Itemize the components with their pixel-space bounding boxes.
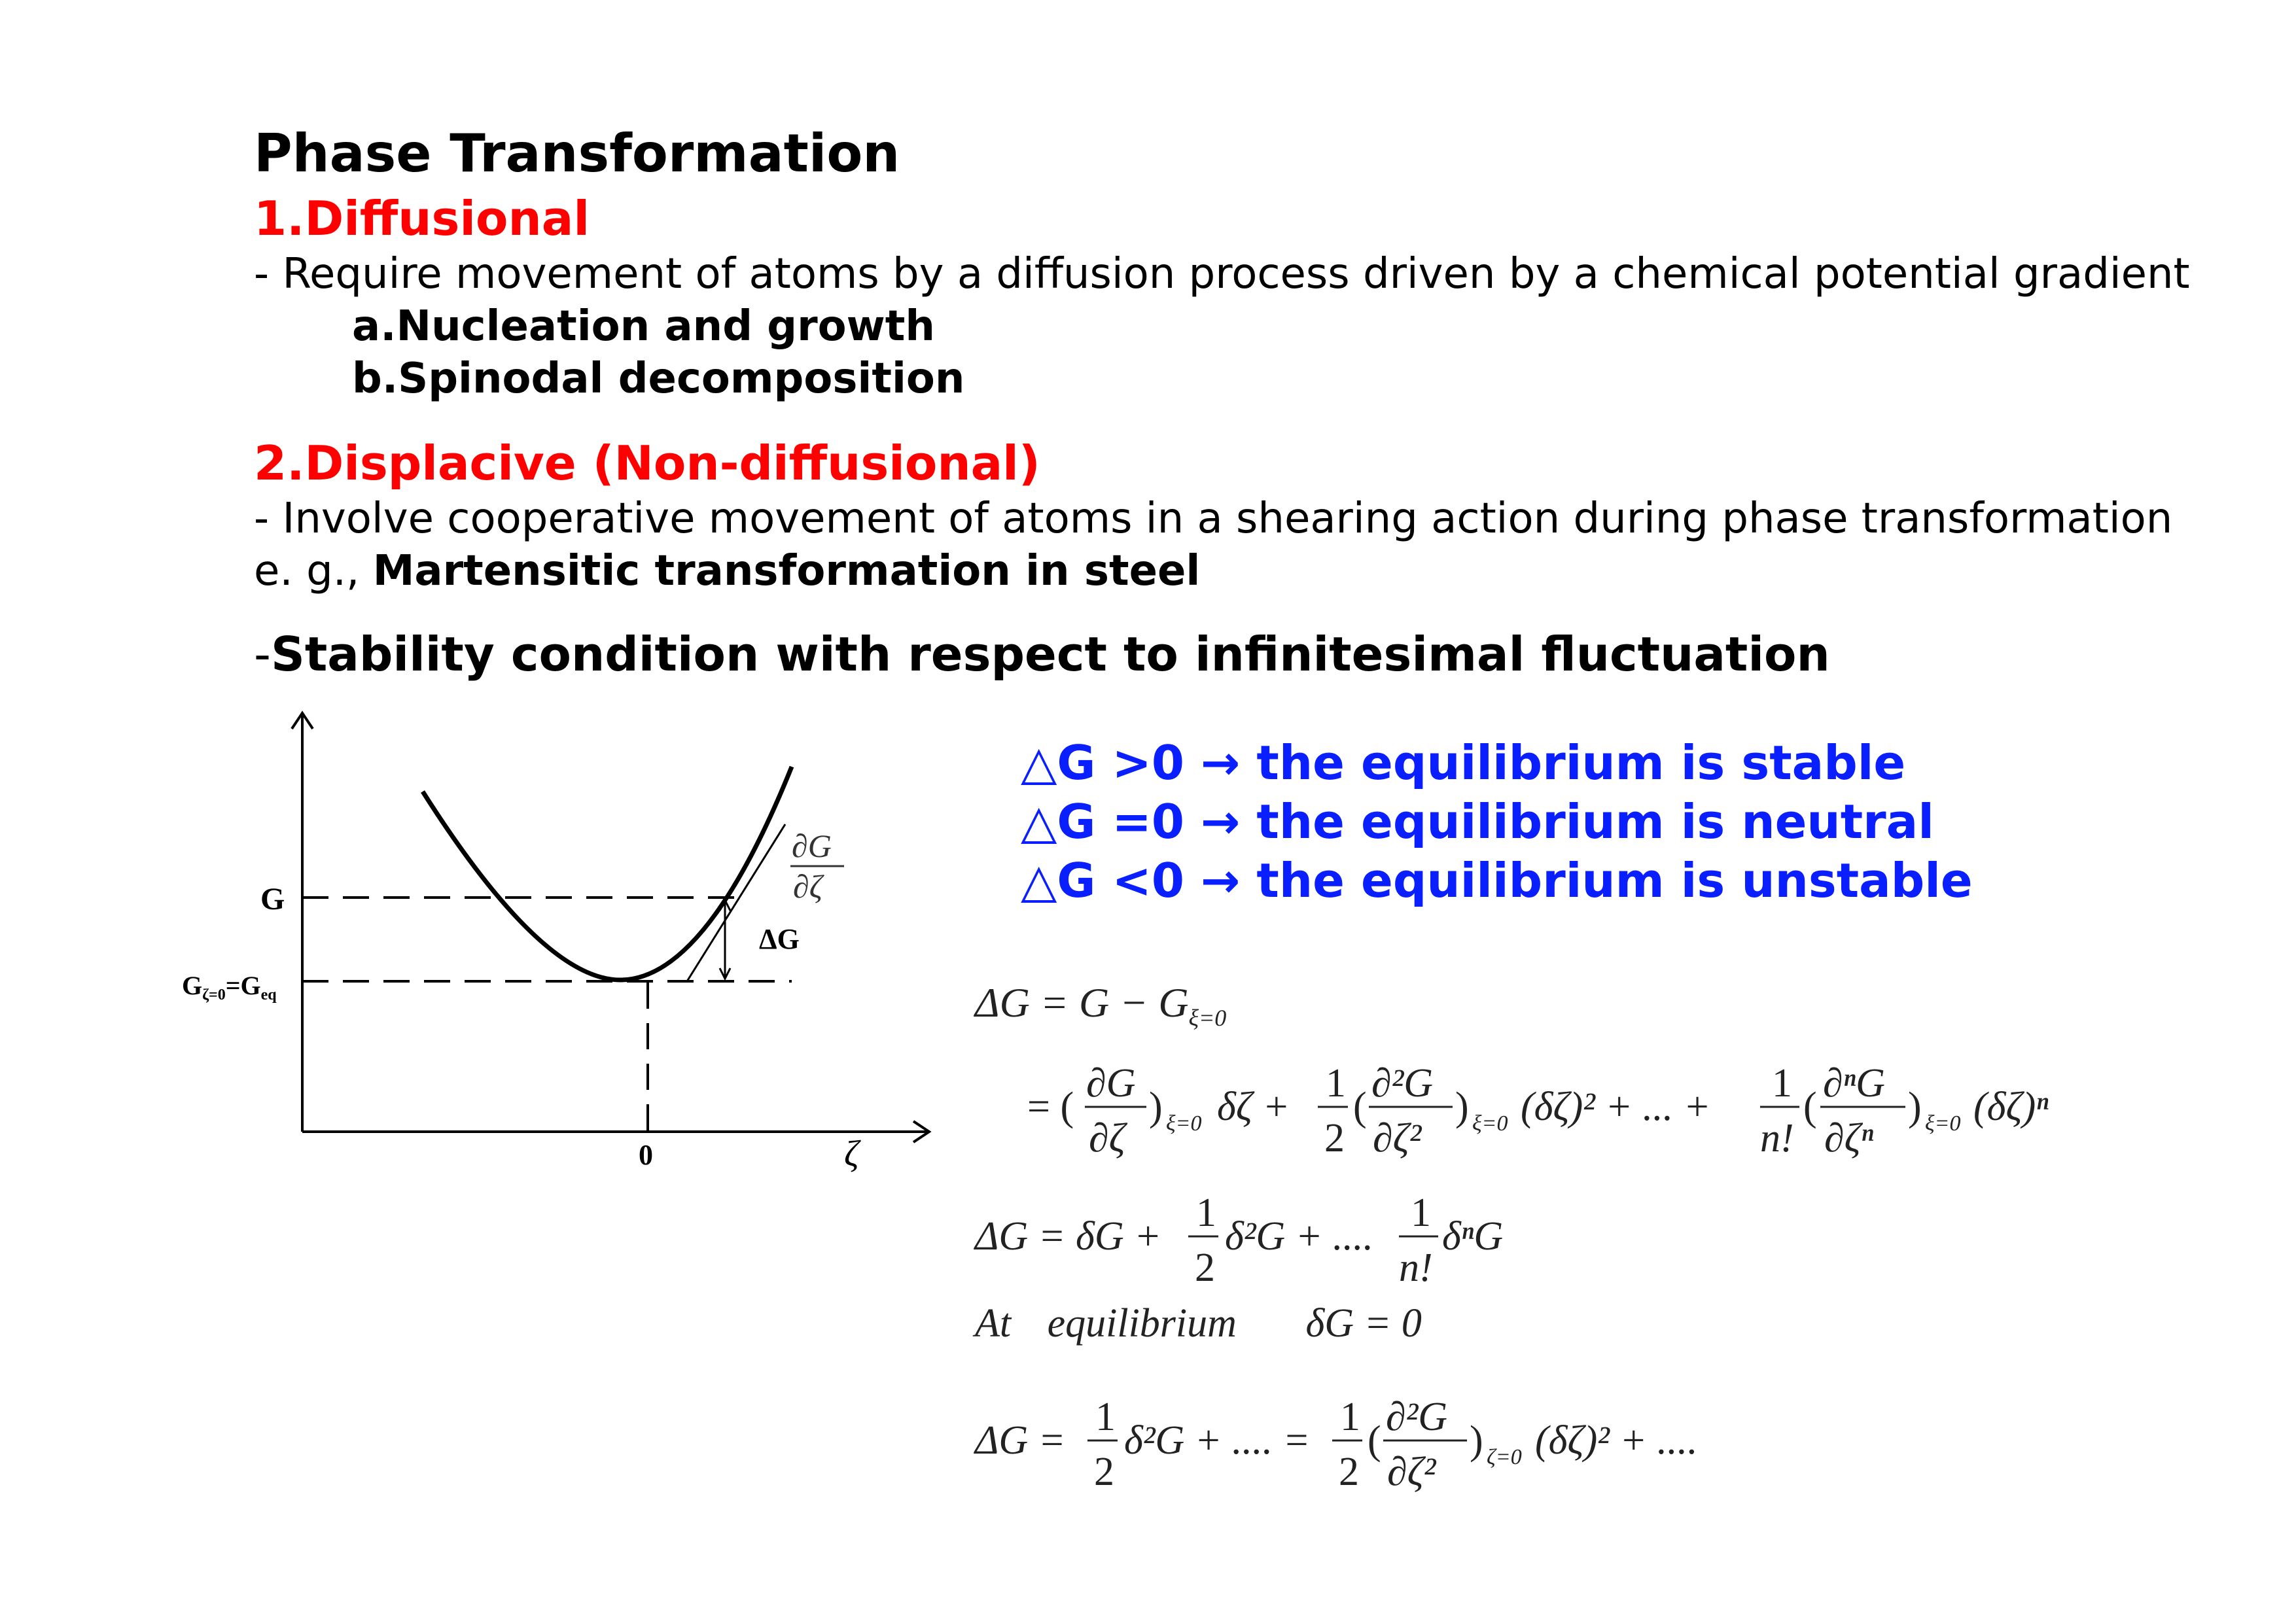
label-zeta: ζ — [844, 1134, 859, 1174]
free-energy-graph — [164, 700, 949, 1184]
label-geq-sub2: eq — [260, 986, 277, 1003]
tangent-line — [687, 824, 785, 981]
eq2-term3-num: ∂ⁿG — [1823, 1061, 1885, 1106]
stability-text: Stability condition with respect to infinitesimal fluctuation — [270, 627, 1830, 682]
eq4-at: At — [975, 1301, 1012, 1346]
label-geq-g: G — [182, 971, 203, 1000]
eq2-term2-sub: ξ=0 — [1472, 1111, 1508, 1136]
eq2-term3-close: ) — [1908, 1085, 1922, 1129]
eq4-equilibrium: equilibrium — [1047, 1301, 1237, 1346]
eq5-close: ) — [1470, 1418, 1483, 1463]
eq5-end: (δζ)² + .... — [1535, 1418, 1698, 1463]
eq2-half-num: 1 — [1326, 1061, 1346, 1106]
example-prefix: e. g., — [254, 547, 360, 595]
eq5-sub: ζ=0 — [1487, 1445, 1522, 1469]
eq2-nfact-den: n! — [1760, 1116, 1794, 1161]
eq2-term3-den: ∂ζⁿ — [1824, 1116, 1874, 1161]
equation-1 — [975, 979, 1226, 1032]
section2-heading: 2.Displacive (Non-diffusional) — [254, 436, 1040, 491]
section1-description: - Require movement of atoms by a diffusion process driven by a chemical potential gradient — [254, 250, 2190, 298]
equation-3 — [968, 1184, 1557, 1295]
eq5-open: ( — [1368, 1418, 1381, 1463]
eq5-half1-den: 2 — [1094, 1450, 1114, 1494]
eq3-end: δⁿG — [1442, 1214, 1504, 1259]
section1-item-nucleation: a.Nucleation and growth — [352, 302, 935, 351]
eq2-nfact-num: 1 — [1772, 1061, 1792, 1106]
section2-description: - Involve cooperative movement of atoms in a shearing action during phase transformation — [254, 495, 2173, 543]
eq2-equals: = ( — [1027, 1085, 1074, 1129]
eq2-term1-dz: δζ + — [1217, 1085, 1290, 1129]
section2-example — [254, 547, 1200, 595]
eq3-half-num: 1 — [1196, 1191, 1216, 1235]
eq2-term2-open: ( — [1353, 1085, 1367, 1129]
eq2-term1-den: ∂ζ — [1089, 1116, 1125, 1161]
section1-item-spinodal: b.Spinodal decomposition — [352, 355, 965, 403]
eq5-mid: δ²G + .... = — [1124, 1418, 1311, 1463]
eq2-term1-close: ) — [1149, 1085, 1163, 1129]
eq3-half-den: 2 — [1195, 1246, 1215, 1290]
eq2-half-den: 2 — [1324, 1116, 1345, 1161]
label-geq-eq: =G — [225, 971, 261, 1000]
eq2-term1-sub: ξ=0 — [1166, 1111, 1202, 1136]
equation-1-subscript: ξ=0 — [1188, 1004, 1227, 1031]
condition-stable: △G >0 → the equilibrium is stable — [1021, 735, 1906, 790]
equation-5 — [968, 1380, 1819, 1511]
label-zero: 0 — [639, 1139, 653, 1171]
eq5-lhs: ΔG = — [975, 1418, 1066, 1463]
condition-unstable: △G <0 → the equilibrium is unstable — [1021, 853, 1973, 908]
eq5-half1-num: 1 — [1095, 1395, 1116, 1439]
label-g: G — [260, 882, 285, 916]
eq2-term2-dz: (δζ)² + ... + — [1521, 1085, 1711, 1129]
free-energy-curve — [423, 767, 792, 980]
eq2-term2-close: ) — [1455, 1085, 1469, 1129]
eq2-term2-num: ∂²G — [1371, 1061, 1433, 1106]
deriv-denominator: ∂ζ — [793, 868, 822, 905]
label-delta-g: ΔG — [759, 923, 800, 955]
label-geq-sub1: ζ=0 — [202, 986, 226, 1003]
section1-heading: 1.Diffusional — [254, 191, 590, 246]
eq2-term3-open: ( — [1803, 1085, 1817, 1129]
eq3-nfact-den: n! — [1399, 1246, 1433, 1290]
eq2-term2-den: ∂ζ² — [1373, 1116, 1422, 1161]
eq2-term3-sub: ξ=0 — [1925, 1111, 1961, 1136]
condition-neutral: △G =0 → the equilibrium is neutral — [1021, 794, 1934, 849]
eq4-dg-zero: δG = 0 — [1305, 1301, 1422, 1346]
page-title: Phase Transformation — [254, 123, 900, 184]
label-geq — [182, 971, 277, 1003]
example-text: Martensitic transformation in steel — [372, 547, 1201, 595]
equation-1-main: ΔG = G − G — [975, 979, 1189, 1026]
equation-4 — [975, 1300, 1422, 1347]
equation-2-taylor-expansion — [1021, 1047, 2107, 1178]
stability-heading — [254, 627, 1830, 682]
eq3-nfact-num: 1 — [1411, 1191, 1431, 1235]
eq5-num: ∂²G — [1386, 1395, 1447, 1439]
eq3-mid: δ²G + .... — [1225, 1214, 1374, 1259]
eq5-half2-num: 1 — [1340, 1395, 1360, 1439]
deriv-numerator: ∂G — [792, 828, 832, 864]
eq2-term3-dz: (δζ)ⁿ — [1973, 1085, 2049, 1129]
eq2-term1-num: ∂G — [1086, 1061, 1136, 1106]
stability-dash: - — [254, 627, 271, 682]
eq5-den: ∂ζ² — [1387, 1450, 1436, 1494]
eq5-half2-den: 2 — [1339, 1450, 1359, 1494]
eq3-lhs: ΔG = δG + — [975, 1214, 1161, 1259]
